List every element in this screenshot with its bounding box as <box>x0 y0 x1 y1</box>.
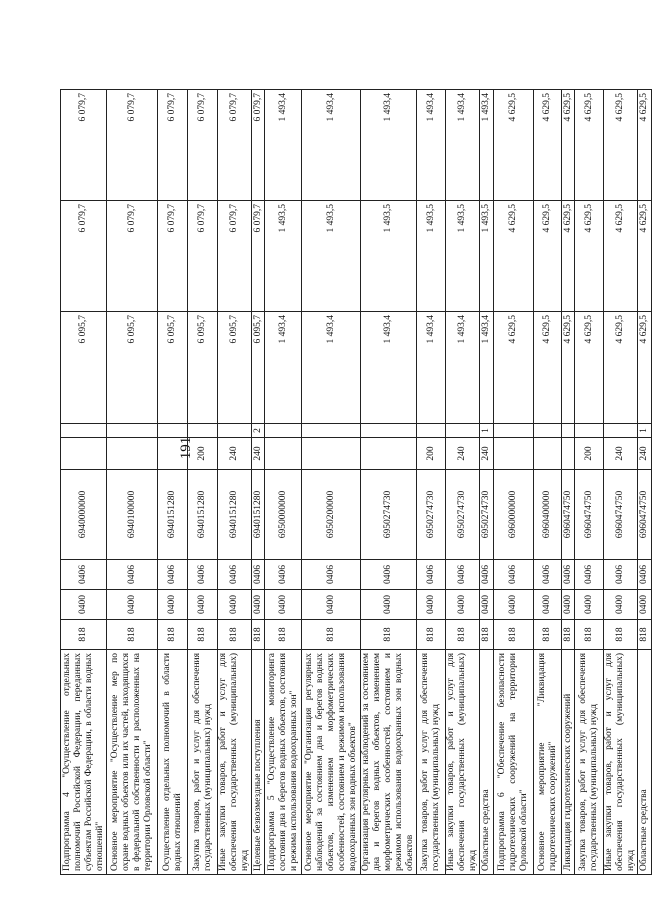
subsection-code: 0406 <box>188 560 218 590</box>
row-name: Осуществление отдельных полномочий в области водных отношений <box>158 650 188 875</box>
subsection-code: 0406 <box>575 560 604 590</box>
table-row <box>638 90 652 875</box>
subsection-code: 0406 <box>494 560 534 590</box>
row-name: Подпрограмма 5 "Осуществление мониторинга состояния дна и берегов водных объектов, состояния и режима использования водоохранных зон" <box>265 650 302 875</box>
grbs-code: 818 <box>417 620 446 650</box>
section-code: 0400 <box>107 590 158 620</box>
subsection-code: 0406 <box>417 560 446 590</box>
grbs-code: 818 <box>265 620 302 650</box>
subsection-code: 0406 <box>107 560 158 590</box>
section-code: 0400 <box>61 590 107 620</box>
subsection-code: 0406 <box>638 560 652 590</box>
amount-year-2: 1 493,5 <box>265 201 302 312</box>
row-name: Ликвидация гидротехнических сооружений <box>562 650 575 875</box>
funding-source-code <box>446 424 480 438</box>
row-name: Иные закупки товаров, работ и услуг для обеспечения государственных (муниципальных) нужд <box>604 650 638 875</box>
amount-year-3: 1 493,4 <box>302 90 361 201</box>
target-article-code: 6960400000 <box>534 470 562 560</box>
amount-year-3: 1 493,4 <box>265 90 302 201</box>
amount-year-2: 6 079,7 <box>188 201 218 312</box>
grbs-code: 818 <box>107 620 158 650</box>
amount-year-2: 4 629,5 <box>562 201 575 312</box>
table-row <box>562 90 575 875</box>
row-name: Областные средства <box>480 650 494 875</box>
amount-year-3: 1 493,4 <box>446 90 480 201</box>
section-code: 0400 <box>534 590 562 620</box>
grbs-code: 818 <box>188 620 218 650</box>
section-code: 0400 <box>302 590 361 620</box>
expense-type-code <box>494 438 534 470</box>
target-article-code: 6950274730 <box>361 470 417 560</box>
funding-source-code: 1 <box>480 424 494 438</box>
row-name: Подпрограмма 4 "Осуществление отдельных полномочий Российской Федерации, переданных субъектам Российской Федерации, в области водных отношений" <box>61 650 107 875</box>
amount-year-2: 4 629,5 <box>638 201 652 312</box>
expense-type-code <box>107 438 158 470</box>
grbs-code: 818 <box>575 620 604 650</box>
table-row <box>575 90 604 875</box>
table-row <box>446 90 480 875</box>
section-code: 0400 <box>480 590 494 620</box>
amount-year-3: 4 629,5 <box>534 90 562 201</box>
section-code: 0400 <box>252 590 265 620</box>
grbs-code: 818 <box>302 620 361 650</box>
grbs-code: 818 <box>218 620 252 650</box>
grbs-code: 818 <box>61 620 107 650</box>
grbs-code: 818 <box>480 620 494 650</box>
amount-year-3: 4 629,5 <box>638 90 652 201</box>
grbs-code: 818 <box>446 620 480 650</box>
amount-year-1: 1 493,4 <box>302 312 361 424</box>
amount-year-1: 4 629,5 <box>534 312 562 424</box>
amount-year-3: 4 629,5 <box>562 90 575 201</box>
amount-year-2: 1 493,5 <box>417 201 446 312</box>
target-article-code: 6940100000 <box>107 470 158 560</box>
amount-year-2: 4 629,5 <box>494 201 534 312</box>
target-article-code: 6960000000 <box>494 470 534 560</box>
amount-year-2: 6 079,7 <box>107 201 158 312</box>
page-number: 191 <box>178 436 194 460</box>
table-body <box>61 90 652 875</box>
row-name: Основное мероприятие "Ликвидация гидротехнических сооружений" <box>534 650 562 875</box>
funding-source-code <box>361 424 417 438</box>
funding-source-code <box>417 424 446 438</box>
grbs-code: 818 <box>534 620 562 650</box>
rotated-table-container <box>60 90 649 875</box>
amount-year-3: 6 079,7 <box>158 90 188 201</box>
row-name: Закупка товаров, работ и услуг для обеспечения государственных (муниципальных) нужд <box>417 650 446 875</box>
subsection-code: 0406 <box>562 560 575 590</box>
section-code: 0400 <box>446 590 480 620</box>
funding-source-code <box>575 424 604 438</box>
amount-year-1: 6 095,7 <box>188 312 218 424</box>
funding-source-code <box>494 424 534 438</box>
section-code: 0400 <box>361 590 417 620</box>
amount-year-2: 4 629,5 <box>575 201 604 312</box>
amount-year-3: 1 493,4 <box>361 90 417 201</box>
table-row <box>361 90 417 875</box>
budget-table <box>60 89 652 875</box>
table-row <box>480 90 494 875</box>
funding-source-code <box>604 424 638 438</box>
amount-year-1: 4 629,5 <box>562 312 575 424</box>
amount-year-2: 1 493,5 <box>480 201 494 312</box>
amount-year-2: 4 629,5 <box>604 201 638 312</box>
amount-year-1: 4 629,5 <box>575 312 604 424</box>
row-name: Подпрограмма 6 "Обеспечение безопасности гидротехнических сооружений на территории Орловской области" <box>494 650 534 875</box>
amount-year-1: 6 095,7 <box>218 312 252 424</box>
row-name: Областные средства <box>638 650 652 875</box>
row-name: Организация регулярных наблюдений за состоянием дна и берегов водных объектов, изменением морфометрических особенностей, состоянием и режимом использования водоохранных зон водных объектов <box>361 650 417 875</box>
amount-year-3: 6 079,7 <box>107 90 158 201</box>
amount-year-3: 6 079,7 <box>252 90 265 201</box>
table-row <box>158 90 188 875</box>
amount-year-3: 4 629,5 <box>494 90 534 201</box>
amount-year-1: 6 095,7 <box>61 312 107 424</box>
target-article-code: 6950274730 <box>480 470 494 560</box>
amount-year-2: 6 079,7 <box>252 201 265 312</box>
table-row <box>494 90 534 875</box>
amount-year-1: 1 493,4 <box>361 312 417 424</box>
expense-type-code <box>562 438 575 470</box>
section-code: 0400 <box>604 590 638 620</box>
target-article-code: 6950000000 <box>265 470 302 560</box>
subsection-code: 0406 <box>534 560 562 590</box>
target-article-code: 6940151280 <box>218 470 252 560</box>
section-code: 0400 <box>638 590 652 620</box>
amount-year-2: 1 493,5 <box>446 201 480 312</box>
expense-type-code: 240 <box>218 438 252 470</box>
amount-year-2: 6 079,7 <box>61 201 107 312</box>
table-row <box>188 90 218 875</box>
section-code: 0400 <box>562 590 575 620</box>
grbs-code: 818 <box>638 620 652 650</box>
funding-source-code <box>188 424 218 438</box>
target-article-code: 6960474750 <box>575 470 604 560</box>
row-name: Основное мероприятие "Организация регулярных наблюдений за состоянием дна и берегов водных объектов, изменением морфометрических особенностей, состоянием и режимом использования водоохранных зон водных объектов" <box>302 650 361 875</box>
row-name: Основное мероприятие "Осуществление мер по охране водных объектов или их частей, находящихся в федеральной собственности и расположенных на территории Орловской области" <box>107 650 158 875</box>
amount-year-3: 4 629,5 <box>575 90 604 201</box>
subsection-code: 0406 <box>302 560 361 590</box>
subsection-code: 0406 <box>218 560 252 590</box>
amount-year-1: 1 493,4 <box>265 312 302 424</box>
funding-source-code <box>534 424 562 438</box>
grbs-code: 818 <box>158 620 188 650</box>
subsection-code: 0406 <box>446 560 480 590</box>
grbs-code: 818 <box>562 620 575 650</box>
funding-source-code <box>562 424 575 438</box>
table-row <box>604 90 638 875</box>
target-article-code: 6960474750 <box>562 470 575 560</box>
subsection-code: 0406 <box>265 560 302 590</box>
expense-type-code: 200 <box>417 438 446 470</box>
funding-source-code <box>218 424 252 438</box>
table-row <box>107 90 158 875</box>
expense-type-code <box>361 438 417 470</box>
table-row <box>218 90 252 875</box>
expense-type-code <box>302 438 361 470</box>
amount-year-3: 6 079,7 <box>188 90 218 201</box>
section-code: 0400 <box>158 590 188 620</box>
expense-type-code: 240 <box>604 438 638 470</box>
amount-year-3: 6 079,7 <box>61 90 107 201</box>
expense-type-code: 240 <box>252 438 265 470</box>
amount-year-1: 1 493,4 <box>417 312 446 424</box>
subsection-code: 0406 <box>158 560 188 590</box>
amount-year-1: 1 493,4 <box>480 312 494 424</box>
section-code: 0400 <box>188 590 218 620</box>
target-article-code: 6960474750 <box>604 470 638 560</box>
target-article-code: 6950200000 <box>302 470 361 560</box>
subsection-code: 0406 <box>604 560 638 590</box>
grbs-code: 818 <box>252 620 265 650</box>
target-article-code: 6950274730 <box>417 470 446 560</box>
row-name: Иные закупки товаров, работ и услуг для обеспечения государственных (муниципальных) нужд <box>218 650 252 875</box>
funding-source-code <box>107 424 158 438</box>
funding-source-code: 2 <box>252 424 265 438</box>
amount-year-1: 6 095,7 <box>107 312 158 424</box>
expense-type-code <box>534 438 562 470</box>
amount-year-1: 4 629,5 <box>604 312 638 424</box>
grbs-code: 818 <box>494 620 534 650</box>
funding-source-code <box>61 424 107 438</box>
amount-year-3: 1 493,4 <box>417 90 446 201</box>
section-code: 0400 <box>218 590 252 620</box>
target-article-code: 6960474750 <box>638 470 652 560</box>
amount-year-3: 4 629,5 <box>604 90 638 201</box>
target-article-code: 6950274730 <box>446 470 480 560</box>
table-row <box>61 90 107 875</box>
expense-type-code: 240 <box>480 438 494 470</box>
subsection-code: 0406 <box>361 560 417 590</box>
expense-type-code: 240 <box>446 438 480 470</box>
row-name: Целевые безвозмездные поступления <box>252 650 265 875</box>
expense-type-code: 200 <box>575 438 604 470</box>
section-code: 0400 <box>494 590 534 620</box>
funding-source-code <box>158 424 188 438</box>
table-row <box>417 90 446 875</box>
amount-year-1: 6 095,7 <box>252 312 265 424</box>
expense-type-code: 240 <box>638 438 652 470</box>
grbs-code: 818 <box>361 620 417 650</box>
amount-year-2: 4 629,5 <box>534 201 562 312</box>
subsection-code: 0406 <box>480 560 494 590</box>
amount-year-2: 1 493,5 <box>361 201 417 312</box>
amount-year-2: 6 079,7 <box>218 201 252 312</box>
funding-source-code <box>302 424 361 438</box>
target-article-code: 6940151280 <box>158 470 188 560</box>
subsection-code: 0406 <box>61 560 107 590</box>
table-row <box>302 90 361 875</box>
funding-source-code: 1 <box>638 424 652 438</box>
target-article-code: 6940151280 <box>188 470 218 560</box>
funding-source-code <box>265 424 302 438</box>
amount-year-2: 1 493,5 <box>302 201 361 312</box>
target-article-code: 6940151280 <box>252 470 265 560</box>
amount-year-3: 1 493,4 <box>480 90 494 201</box>
table-row <box>265 90 302 875</box>
amount-year-1: 4 629,5 <box>494 312 534 424</box>
table-row <box>252 90 265 875</box>
amount-year-1: 1 493,4 <box>446 312 480 424</box>
expense-type-code <box>265 438 302 470</box>
section-code: 0400 <box>417 590 446 620</box>
section-code: 0400 <box>575 590 604 620</box>
subsection-code: 0406 <box>252 560 265 590</box>
row-name: Иные закупки товаров, работ и услуг для обеспечения государственных (муниципальных) нужд <box>446 650 480 875</box>
target-article-code: 6940000000 <box>61 470 107 560</box>
amount-year-3: 6 079,7 <box>218 90 252 201</box>
amount-year-2: 6 079,7 <box>158 201 188 312</box>
row-name: Закупка товаров, работ и услуг для обеспечения государственных (муниципальных) нужд <box>575 650 604 875</box>
expense-type-code <box>158 438 188 470</box>
amount-year-1: 4 629,5 <box>638 312 652 424</box>
section-code: 0400 <box>265 590 302 620</box>
row-name: Закупка товаров, работ и услуг для обеспечения государственных (муниципальных) нужд <box>188 650 218 875</box>
expense-type-code <box>61 438 107 470</box>
table-row <box>534 90 562 875</box>
amount-year-1: 6 095,7 <box>158 312 188 424</box>
grbs-code: 818 <box>604 620 638 650</box>
expense-type-code: 200 <box>188 438 218 470</box>
